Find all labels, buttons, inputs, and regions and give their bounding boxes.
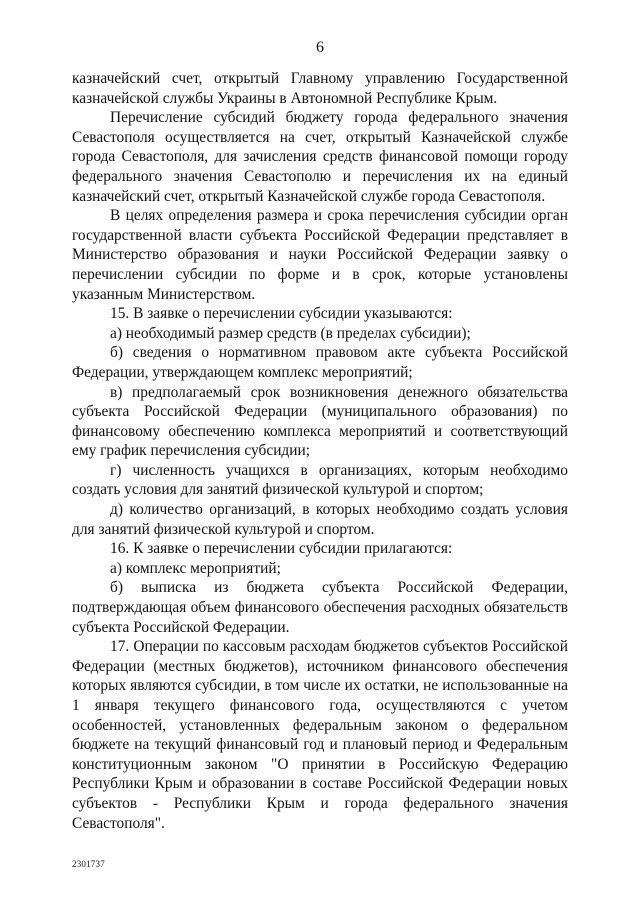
clause-16-item-a: а) комплекс мероприятий;: [110, 559, 281, 577]
clause-16-item-b: б) выписка из бюджета субъекта Российской Федерации, подтверждающая объем финансового обеспечения расходных обязательств субъекта Российской Федерации.: [72, 579, 568, 636]
clause-15-heading: 15. В заявке о перечислении субсидии указываются:: [110, 305, 453, 323]
clause-15-item-b: б) сведения о нормативном правовом акте субъекта Российской Федерации, утверждающем комплекс мероприятий;: [72, 344, 568, 381]
clause-15-item-g: г) численность учащихся в организациях, которым необходимо создать условия для занятий физической культурой и спортом;: [72, 461, 568, 499]
clause-16-heading: 16. К заявке о перечислении субсидии прилагаются:: [110, 540, 453, 558]
paragraph-continuation: казначейский счет, открытый Главному управлению Государственной казначейской службы Украины в Автономной Республике Крым.: [72, 70, 568, 107]
clause-15-item-v: в) предполагаемый срок возникновения денежного обязательства субъекта Российской Федерации (муниципального образования) по финансовому обеспечению комплекса мероприятий и соответствующий ему график перечисления субсидии;: [72, 383, 568, 460]
paragraph-sevastopol-transfer: Перечисление субсидий бюджету города федерального значения Севастополя осуществляется на счет, открытый Казначейской службе города Севастополя, для зачисления средств финансовой помощи городу федерального значения Севастополю и перечисления их на единый казначейский счет, открытый Казначейской службе города Севастополя.: [72, 109, 568, 205]
clause-15-item-a: а) необходимый размер средств (в пределах субсидии);: [110, 324, 471, 342]
page-number: 6: [316, 39, 324, 56]
paragraph-application-purpose: В целях определения размера и срока перечисления субсидии орган государственной власти субъекта Российской Федерации представляет в Министерство образования и науки Российской Федерации заявку о перечислении субсидии по форме и в срок, которые установлены указанным Министерством.: [72, 207, 568, 303]
clause-15-item-d: д) количество организаций, в которых необходимо создать условия для занятий физической культурой и спортом.: [72, 501, 568, 538]
document-body: [72, 69, 568, 833]
document-code: 2301737: [72, 859, 105, 869]
clause-17: 17. Операции по кассовым расходам бюджетов субъектов Российской Федерации (местных бюджетов), источником финансового обеспечения которых являются субсидии, в том числе их остатки, не использованные на 1 января текущего финансового года, осуществляются с учетом особенностей, установленных федеральным законом о федеральном бюджете на текущий финансовый год и плановый период и Федеральным конституционным законом "О принятии в Российскую Федерацию Республики Крым и образовании в составе Российской Федерации новых субъектов - Республики Крым и города федерального значения Севастополя".: [72, 638, 568, 832]
